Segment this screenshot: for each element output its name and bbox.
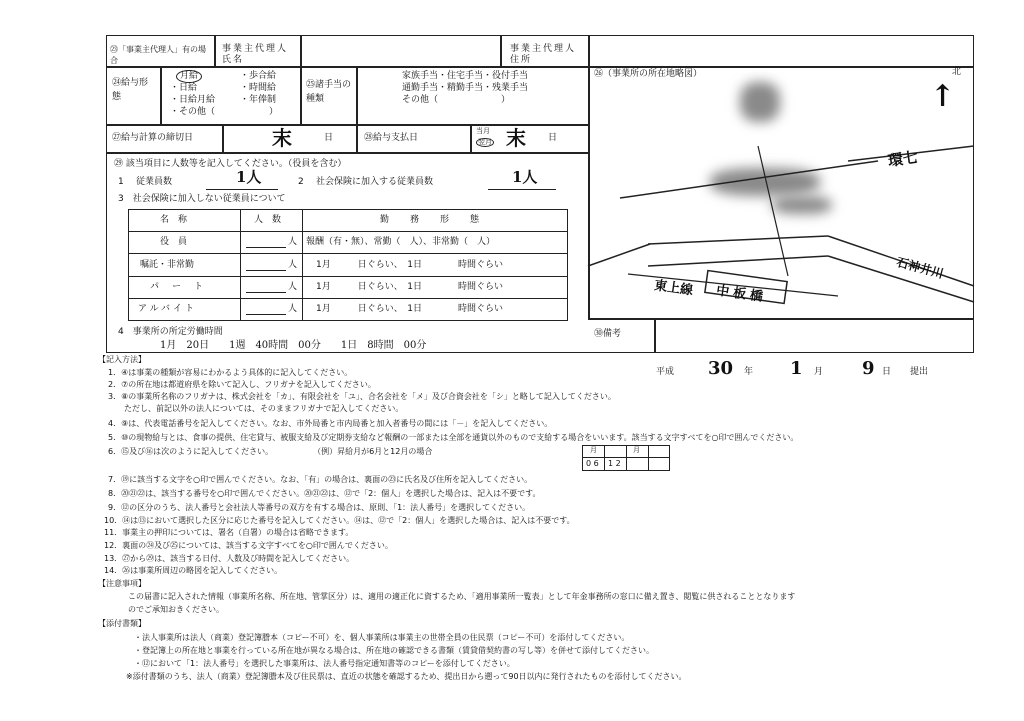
instruction-item: 5．⑩の現物給与とは、食事の提供、住宅貸与、被服支給及び定期券支給など報酬の一部または全部を通貨以外のもので支給する場合をいいます。該当する文字すべてを○印で囲んでください。 bbox=[108, 433, 799, 442]
row-unit: 人 bbox=[288, 282, 298, 292]
salary-option-daily[interactable]: ・日給 bbox=[170, 83, 198, 93]
allowance-line-2[interactable]: 通勤手当・精勤手当・残業手当 bbox=[402, 83, 529, 93]
work-hours-value[interactable]: 1月 20日 1週 40時間 00分 1日 8時間 00分 bbox=[160, 340, 427, 351]
example-value-1: 0 6 bbox=[586, 459, 599, 468]
submitted-day-unit: 日 bbox=[882, 367, 892, 377]
work-hours-label: 4 事業所の所定労働時間 bbox=[118, 327, 223, 337]
row-form[interactable]: 1月 日ぐらい、 1日 時間ぐらい bbox=[316, 282, 503, 292]
employees-line1-num: 1 bbox=[118, 177, 124, 187]
map-label-rail: 東上線 bbox=[653, 278, 694, 299]
instructions-heading: 【記入方法】 bbox=[98, 355, 146, 364]
instruction-item: 1．④は事業の種類が容易にわかるよう具体的に記入してください。 bbox=[108, 368, 353, 377]
table-header-form: 勤 務 形 態 bbox=[380, 215, 486, 225]
employees-line2-label: 社会保険に加入する従業員数 bbox=[316, 177, 434, 187]
north-arrow-icon: ↑ bbox=[930, 79, 956, 114]
salary-option-monthly[interactable]: 月給 bbox=[176, 70, 202, 83]
row-form[interactable]: 報酬（有・無）、常勤（ 人）、非常勤（ 人） bbox=[306, 237, 496, 247]
map-label-station: 中板橋 bbox=[715, 283, 768, 306]
map-sketch bbox=[588, 66, 974, 318]
notes-line-1: この届書に記入された情報（事業所名称、所在地、管掌区分）は、適用の適正化に資するため、「適用事業所一覧表」として年金事務所の窓口に備え置き、閲覧に供されることとなります bbox=[128, 592, 796, 601]
insured-count-value[interactable]: 1人 bbox=[512, 168, 538, 186]
instruction-item: 6．⑮及び⑯は次のように記入してください。 （例）昇給月が6月と12月の場合 bbox=[108, 447, 433, 456]
agent-section-label: ㉓「事業主代理人」有の場合 bbox=[110, 45, 206, 65]
instruction-item: 3．⑧の事業所名称のフリガナは、株式会社を「カ」、有限会社を「ユ」、合名会社を「メ」及び合資会社を「シ」と略して記入してください。 bbox=[108, 392, 616, 401]
closing-date-value[interactable]: 末 bbox=[272, 126, 292, 150]
example-month-label: 月 bbox=[633, 446, 640, 454]
employees-line1-label: 従業員数 bbox=[136, 177, 173, 187]
instruction-item: 13．㉗から㉙は、該当する日付、人数及び時間を記入してください。 bbox=[104, 554, 355, 563]
agent-name-label: 事業主代理人氏名 bbox=[222, 44, 289, 65]
instruction-item: 2．⑦の所在地は都道府県を除いて記入し、フリガナを記入してください。 bbox=[108, 380, 376, 389]
allowance-line-3[interactable]: その他（ ） bbox=[402, 95, 511, 105]
allowance-label: ㉕諸手当の種類 bbox=[306, 80, 352, 104]
pay-date-value[interactable]: 末 bbox=[506, 126, 526, 150]
row-name-parttime: パ ー ト bbox=[150, 282, 206, 292]
attachments-heading: 【添付書類】 bbox=[98, 619, 146, 628]
remarks-field[interactable] bbox=[656, 320, 972, 351]
instruction-item: 12．裏面の㉔及び㉕については、該当する文字すべてを○印で囲んでください。 bbox=[104, 541, 393, 550]
salary-option-other[interactable]: ・その他（ ） bbox=[170, 107, 279, 117]
pay-date-label: ㉘給与支払日 bbox=[364, 133, 419, 143]
instruction-item: 7．⑲に該当する文字を○印で囲んでください。なお、「有」の場合は、裏面の㉓に氏名及び住所を記入してください。 bbox=[108, 475, 533, 484]
table-header-name: 名 称 bbox=[160, 215, 188, 225]
attachments-line-3: ・⑫において「1：法人番号」を選択した事業所は、法人番号指定通知書等のコピーを添付してください。 bbox=[134, 659, 515, 668]
agent-name-field[interactable] bbox=[302, 37, 498, 65]
row-unit: 人 bbox=[288, 304, 298, 314]
row-name-contract: 嘱託・非常勤 bbox=[140, 260, 195, 270]
map-label-road: 環七 bbox=[886, 148, 920, 171]
instruction-item: 4．⑨は、代表電話番号を記入してください。なお、市外局番と市内局番と加入者番号の間には「－」を記入してください。 bbox=[108, 419, 553, 428]
salary-form-label: ㉔給与形態 bbox=[112, 78, 149, 102]
row-unit: 人 bbox=[288, 260, 298, 270]
employees-line2-num: 2 bbox=[298, 177, 304, 187]
example-month-label: 月 bbox=[590, 446, 597, 454]
row-name-arbeit: アルバイト bbox=[138, 304, 198, 314]
pay-prefix-current[interactable]: 当月 bbox=[476, 127, 490, 135]
map-label: ㉖（事業所の所在地略図） bbox=[594, 69, 703, 79]
salary-option-daily-monthly[interactable]: ・日給月給 bbox=[170, 95, 216, 105]
submitted-era: 平成 bbox=[656, 367, 675, 377]
row-form[interactable]: 1月 日ぐらい、 1日 時間ぐらい bbox=[316, 304, 503, 314]
notes-line-2: のでご承知おきください。 bbox=[128, 605, 224, 614]
submitted-suffix: 提出 bbox=[910, 367, 929, 377]
instruction-item: 10．⑭は⑬において選択した区分に応じた番号を記入してください。⑭は、⑫で「2：個人」を選択した場合は、記入は不要です。 bbox=[104, 516, 575, 525]
closing-date-label: ㉗給与計算の締切日 bbox=[112, 133, 194, 143]
instruction-item: 9．⑫の区分のうち、法人番号と会社法人等番号の双方を有する場合は、原則、「1：法人番号」を選択してください。 bbox=[108, 503, 531, 512]
row-form[interactable]: 1月 日ぐらい、 1日 時間ぐらい bbox=[316, 260, 503, 270]
pay-date-unit: 日 bbox=[548, 133, 558, 143]
row-name-officer: 役 員 bbox=[160, 237, 188, 247]
salary-option-commission[interactable]: ・歩合給 bbox=[240, 71, 277, 81]
attachments-line-4: ※添付書類のうち、法人（商業）登記簿謄本及び住民票は、直近の状態を確認するため、提出日から遡って90日以内に発行されたものを添付してください。 bbox=[126, 672, 687, 681]
closing-date-unit: 日 bbox=[324, 133, 334, 143]
allowance-line-1[interactable]: 家族手当・住宅手当・役付手当 bbox=[402, 71, 529, 81]
salary-option-annual[interactable]: ・年俸制 bbox=[240, 95, 277, 105]
submitted-day[interactable]: 9 bbox=[862, 358, 875, 379]
row-unit: 人 bbox=[288, 237, 298, 247]
salary-option-hourly[interactable]: ・時間給 bbox=[240, 83, 277, 93]
employees-count-value[interactable]: 1人 bbox=[236, 168, 262, 186]
instruction-item: 14．㉖は事業所周辺の略図を記入してください。 bbox=[104, 566, 283, 575]
attachments-line-2: ・登記簿上の所在地と事業を行っている所在地が異なる場合は、所在地の確認できる書類（賃貸借契約書の写し等）を併せて添付してください。 bbox=[134, 646, 654, 655]
map-label-river: 石神井川 bbox=[895, 255, 946, 281]
submitted-month[interactable]: 1 bbox=[790, 358, 803, 379]
employees-line3: 3 社会保険に加入しない従業員について bbox=[118, 194, 286, 204]
employees-header: ㉙ 該当項目に人数等を記入してください。（役員を含む） bbox=[114, 159, 347, 169]
submitted-year[interactable]: 30 bbox=[708, 358, 734, 379]
instruction-item: 8．⑳㉑㉒は、該当する番号を○印で囲んでください。⑳㉑㉒は、⑫で「2：個人」を選択した場合は、記入は不要です。 bbox=[108, 489, 541, 498]
example-value-2: 1 2 bbox=[608, 459, 621, 468]
submitted-month-unit: 月 bbox=[814, 367, 824, 377]
table-header-count: 人 数 bbox=[254, 215, 282, 225]
remarks-label: ㉚備考 bbox=[594, 329, 622, 339]
agent-address-field[interactable] bbox=[590, 37, 970, 65]
notes-heading: 【注意事項】 bbox=[98, 579, 146, 588]
agent-address-label: 事業主代理人住所 bbox=[510, 44, 577, 65]
pay-prefix-next[interactable]: 翌月 bbox=[478, 138, 492, 146]
attachments-line-1: ・法人事業所は法人（商業）登記簿謄本（コピー不可）を、個人事業所は事業主の世帯全員の住民票（コピー不可）を添付してください。 bbox=[134, 633, 630, 642]
instruction-item: ただし、前記以外の法人については、そのままフリガナで記入してください。 bbox=[108, 404, 404, 413]
instruction-item: 11．事業主の押印については、署名（自署）の場合は省略できます。 bbox=[104, 528, 354, 537]
north-label: 北 bbox=[952, 67, 962, 77]
submitted-year-unit: 年 bbox=[744, 367, 754, 377]
